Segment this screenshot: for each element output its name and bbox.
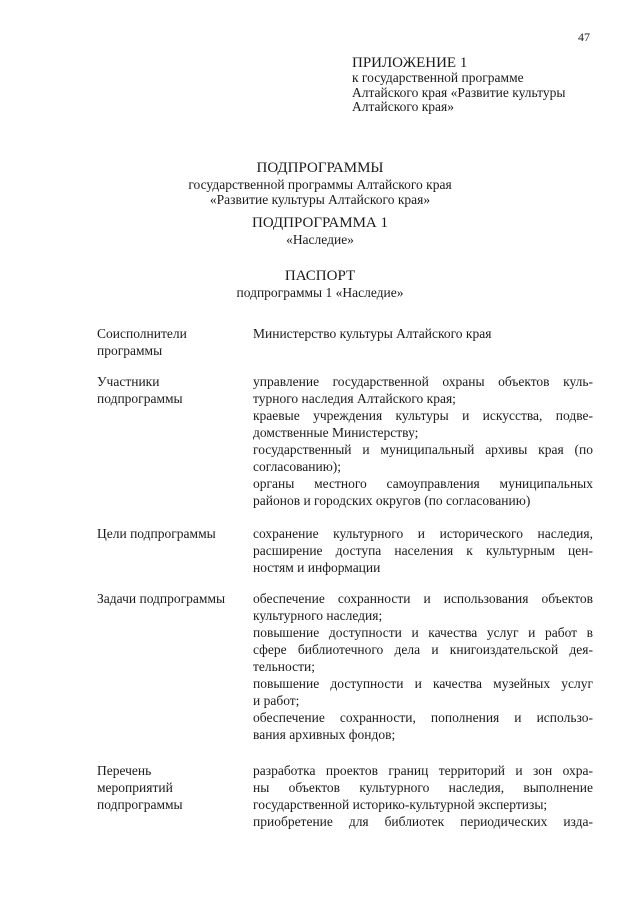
value-line: обеспечение сохранности, пополнения и использо- bbox=[253, 710, 593, 725]
subprogram-heading bbox=[0, 215, 640, 247]
value-line: повышение доступности и качества музейных услуг bbox=[253, 676, 593, 691]
label-line: Перечень bbox=[97, 763, 152, 778]
row-value bbox=[253, 590, 593, 743]
row-value bbox=[253, 373, 593, 509]
header-title: ПОДПРОГРАММЫ bbox=[256, 160, 384, 176]
value-line: расширение доступа населения к культурным цен- bbox=[253, 543, 593, 558]
value-line: турного наследия Алтайского края; bbox=[253, 391, 456, 406]
passport-heading bbox=[0, 268, 640, 300]
value-line: органы местного самоуправления муниципальных bbox=[253, 476, 593, 491]
label-line: программы bbox=[97, 343, 163, 358]
value-line: государственной историко-культурной экспертизы; bbox=[253, 797, 548, 812]
appendix-line: к государственной программе bbox=[352, 70, 524, 85]
document-header bbox=[0, 160, 640, 207]
row-value bbox=[253, 762, 593, 830]
row-label bbox=[97, 590, 247, 607]
passport-title: ПАСПОРТ bbox=[284, 268, 356, 284]
value-line: краевые учреждения культуры и искусства, подве- bbox=[253, 408, 593, 423]
label-line: подпрограммы bbox=[97, 797, 183, 812]
subprogram-name: «Наследие» bbox=[286, 232, 354, 247]
row-label bbox=[97, 525, 247, 542]
label-line: Участники bbox=[97, 374, 160, 389]
value-line: вания архивных фондов; bbox=[253, 727, 396, 742]
appendix-title: ПРИЛОЖЕНИЕ 1 bbox=[352, 55, 468, 71]
page-number: 47 bbox=[578, 30, 590, 44]
value-line: районов и городских округов (по согласованию) bbox=[253, 493, 531, 508]
value-line: согласованию); bbox=[253, 459, 342, 474]
header-line: «Развитие культуры Алтайского края» bbox=[209, 192, 431, 207]
value-line: государственный и муниципальный архивы края (по bbox=[253, 442, 593, 457]
label-line: мероприятий bbox=[97, 780, 173, 795]
label-line: Цели подпрограммы bbox=[97, 526, 216, 541]
appendix-line: Алтайского края» bbox=[352, 99, 454, 114]
header-line: государственной программы Алтайского края bbox=[188, 177, 452, 192]
value-line: ностям и информации bbox=[253, 560, 381, 575]
value-line: домственные Министерству; bbox=[253, 425, 419, 440]
value-line: сохранение культурного и исторического наследия, bbox=[253, 526, 593, 541]
appendix-block bbox=[352, 55, 565, 115]
value-line: сфере библиотечного дела и книгоиздательской дея- bbox=[253, 642, 593, 657]
value-line: повышение доступности и качества услуг и работ в bbox=[253, 625, 593, 640]
label-line: Соисполнители bbox=[97, 326, 187, 341]
appendix-line: Алтайского края «Развитие культуры bbox=[352, 84, 566, 100]
row-label bbox=[97, 325, 247, 359]
passport-subtitle: подпрограммы 1 «Наследие» bbox=[236, 285, 404, 300]
row-value bbox=[253, 525, 593, 576]
value-line: Министерство культуры Алтайского края bbox=[253, 326, 492, 341]
value-line: культурного наследия; bbox=[253, 608, 383, 623]
value-line: приобретение для библиотек периодических изда- bbox=[253, 814, 593, 829]
value-line: и работ; bbox=[253, 693, 300, 708]
label-line: подпрограммы bbox=[97, 391, 183, 406]
label-line: Задачи подпрограммы bbox=[97, 591, 226, 606]
row-label bbox=[97, 762, 247, 813]
row-value bbox=[253, 325, 593, 342]
row-label bbox=[97, 373, 247, 407]
subprogram-title: ПОДПРОГРАММА 1 bbox=[251, 215, 389, 231]
value-line: тельности; bbox=[253, 659, 315, 674]
value-line: обеспечение сохранности и использования объектов bbox=[253, 591, 593, 606]
value-line: управление государственной охраны объектов куль- bbox=[253, 374, 593, 389]
value-line: разработка проектов границ территорий и зон охра- bbox=[253, 763, 593, 778]
value-line: ны объектов культурного наследия, выполнение bbox=[253, 780, 593, 795]
